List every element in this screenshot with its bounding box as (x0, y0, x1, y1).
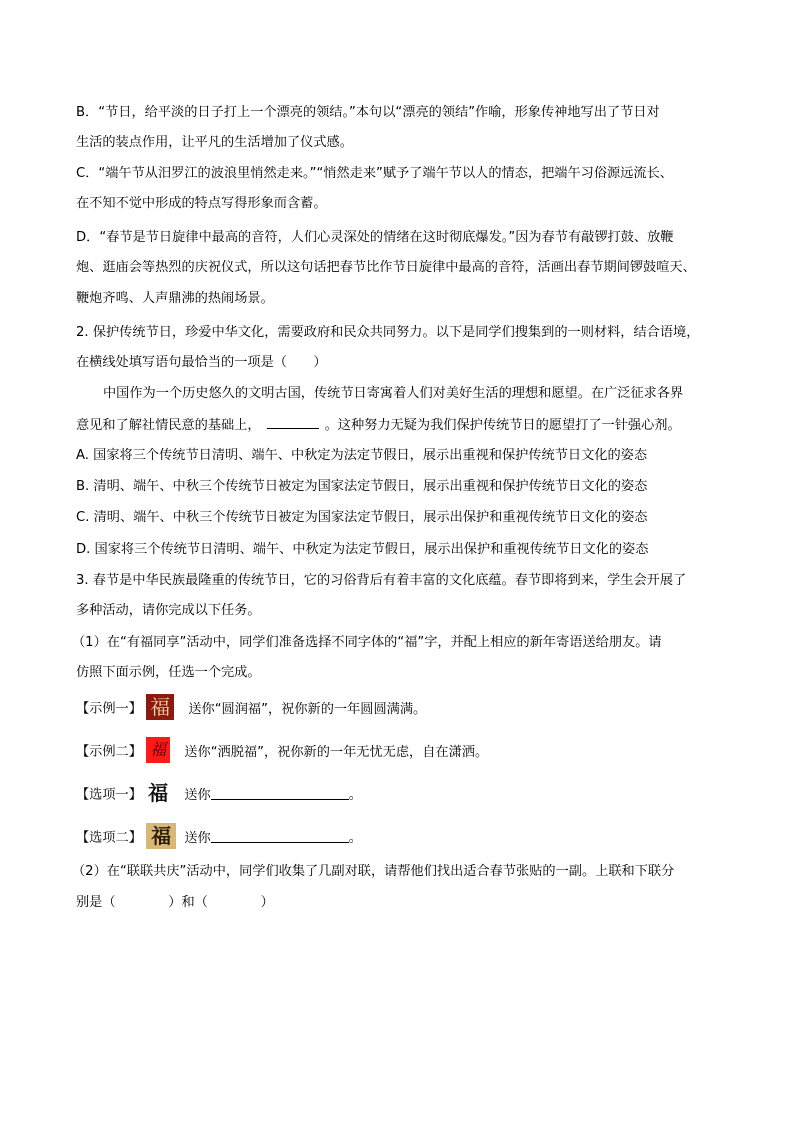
fu-gold-calligraphy-icon: 福 (146, 823, 176, 849)
example-two-text: 送你“洒脱福”，祝你新的一年无忧无虑，自在潇洒。 (184, 744, 489, 760)
choice-two-text: 送你 (184, 830, 211, 846)
question2-option-a[interactable]: A. 国家将三个传统节日清明、端午、中秋定为法定节假日，展示出重视和保护传统节日文化的姿态 (76, 448, 648, 463)
example-two-row (76, 737, 488, 767)
choice-one-label: 【选项一】 (76, 787, 142, 803)
example-one-label: 【示例一】 (76, 701, 142, 717)
choice-one-answer-blank[interactable] (211, 786, 349, 800)
choice-two-end: 。 (348, 830, 362, 846)
fu-seal-script-icon: 福 (146, 694, 174, 720)
question3-sub2-line2[interactable]: 别是（ ）和（ ） (76, 895, 274, 910)
question2-option-b[interactable]: B. 清明、端午、中秋三个传统节日被定为国家法定节假日，展示出重视和保护传统节日文化的姿态 (76, 479, 648, 494)
choice-one-row (76, 780, 362, 810)
option-d-line2: 炮、逛庙会等热烈的庆祝仪式，所以这句话把春节比作节日旋律中最高的音符，活画出春节期间锣鼓喧天、 (76, 260, 696, 275)
choice-two-answer-blank[interactable] (211, 829, 349, 843)
passage-suffix: 。这种努力无疑为我们保护传统节日的愿望打了一针强心剂。 (324, 418, 681, 433)
question2-passage-line1: 中国作为一个历史悠久的文明古国，传统节日寄寓着人们对美好生活的理想和愿望。在广泛征求各界 (103, 386, 684, 401)
option-d-line3: 鞭炮齐鸣、人声鼎沸的热闹场景。 (76, 291, 274, 306)
choice-two-row (76, 823, 362, 853)
question3-sub1-line2: 仿照下面示例，任选一个完成。 (76, 665, 261, 680)
example-one-row (76, 694, 426, 724)
question3-stem-line1: 3. 春节是中华民族最隆重的传统节日，它的习俗背后有着丰富的文化底蕴。春节即将到来，学生会开展了 (76, 573, 687, 588)
question3-sub1-line1: （1）在“有福同享”活动中，同学们准备选择不同字体的“福”字，并配上相应的新年寄语送给朋友。请 (72, 635, 662, 650)
question2-stem-line2: 在横线处填写语句最恰当的一项是（ ） (76, 355, 327, 370)
option-d-line1: D．“春节是节日旋律中最高的音符，人们心灵深处的情绪在这时彻底爆发。”因为春节有敲锣打鼓、放鞭 (76, 230, 674, 245)
fu-regular-script-icon: 福 (148, 781, 169, 805)
fill-blank[interactable] (267, 415, 319, 429)
choice-one-end: 。 (348, 787, 362, 803)
question2-option-c[interactable]: C. 清明、端午、中秋三个传统节日被定为国家法定节假日，展示出保护和重视传统节日文化的姿态 (76, 510, 648, 525)
question3-stem-line2: 多种活动，请你完成以下任务。 (76, 603, 261, 618)
choice-two-label: 【选项二】 (76, 830, 142, 846)
question2-option-d[interactable]: D. 国家将三个传统节日清明、端午、中秋定为法定节假日，展示出保护和重视传统节日文化的姿态 (76, 542, 649, 557)
choice-one-text: 送你 (184, 787, 211, 803)
example-two-label: 【示例二】 (76, 744, 142, 760)
option-c-line2: 在不知不觉中形成的特点写得形象而含蓄。 (76, 196, 327, 211)
question3-sub2-line1: （2）在“联联共庆”活动中，同学们收集了几副对联，请帮他们找出适合春节张贴的一副。上联和下联分 (72, 864, 675, 879)
option-b-line1: B．“节日，给平淡的日子打上一个漂亮的领结。”本句以“漂亮的领结”作喻，形象传神地写出了节日对 (76, 105, 660, 120)
option-c-line1: C．“端午节从汨罗江的波浪里悄然走来。”“悄然走来”赋予了端午节以人的情态，把端午习俗源远流长、 (76, 166, 673, 181)
question2-stem-line1: 2. 保护传统节日，珍爱中华文化，需要政府和民众共同努力。以下是同学们搜集到的一则材料，结合语境， (76, 325, 700, 340)
question2-passage-line2 (76, 415, 726, 433)
option-b-line2: 生活的装点作用，让平凡的生活增加了仪式感。 (76, 135, 353, 150)
passage-prefix: 意见和了解社情民意的基础上， (76, 418, 261, 433)
example-one-text: 送你“圆润福”，祝你新的一年圆圆满满。 (188, 701, 427, 717)
fu-cursive-red-icon: 福 (146, 737, 170, 763)
